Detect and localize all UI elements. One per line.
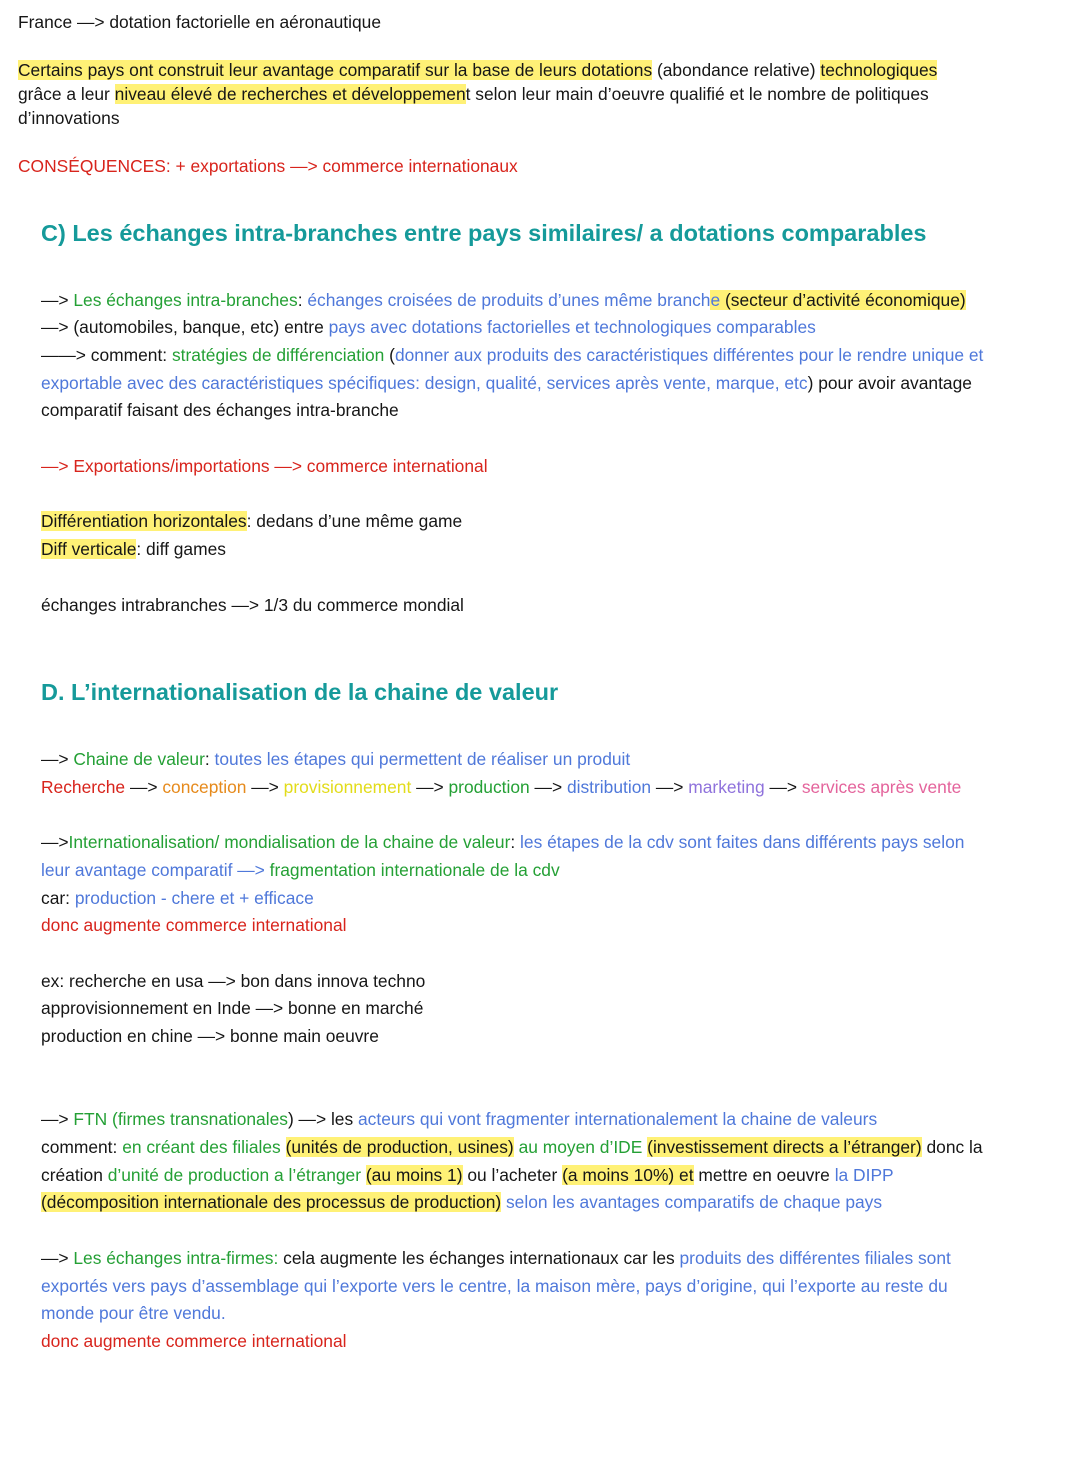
text-segment: provisionnement xyxy=(283,777,412,797)
text-segment: ) pour avoir avantage xyxy=(807,373,972,393)
text-segment: FTN (firmes transnationales xyxy=(73,1109,288,1129)
text-segment: —> xyxy=(246,777,284,797)
highlighted-text: Certains pays ont construit leur avantage comparatif sur la base de leurs dotations xyxy=(18,60,653,80)
text-segment: approvisionnement en Inde —> bonne en marché xyxy=(41,998,424,1018)
text-segment: —> xyxy=(41,1109,74,1129)
text-line xyxy=(41,996,423,1020)
text-segment: donc augmente commerce international xyxy=(41,1331,347,1351)
text-line xyxy=(41,343,983,367)
text-segment: ——> comment: xyxy=(41,345,172,365)
text-line xyxy=(18,106,120,130)
text-segment: échanges croisées de produits d’unes même branch xyxy=(307,290,711,310)
text-segment: grâce a leur xyxy=(18,84,115,104)
text-segment: au moyen d’IDE xyxy=(518,1137,643,1157)
text-segment: —> xyxy=(125,777,163,797)
text-segment xyxy=(281,1137,286,1157)
text-line xyxy=(41,1246,951,1270)
text-line xyxy=(41,775,961,799)
section-heading xyxy=(41,218,926,248)
text-line xyxy=(18,154,518,178)
text-segment: —> xyxy=(764,777,802,797)
text-line xyxy=(41,315,816,339)
text-line xyxy=(18,58,937,82)
text-segment: : xyxy=(510,832,521,852)
text-segment: comment: xyxy=(41,1137,123,1157)
text-line xyxy=(41,371,972,395)
text-segment: —> xyxy=(529,777,567,797)
text-segment: —> xyxy=(411,777,449,797)
text-segment: d’unité de production a l’étranger xyxy=(107,1165,362,1185)
text-line xyxy=(41,509,462,533)
text-segment: D. L’internationalisation de la chaine de valeur xyxy=(41,679,559,705)
text-line xyxy=(41,1274,948,1298)
text-segment: donner aux produits des caractéristiques différentes pour le rendre unique et xyxy=(394,345,984,365)
text-line xyxy=(41,913,346,937)
text-segment: Les échanges intra-branches xyxy=(73,290,298,310)
text-line xyxy=(41,1024,379,1048)
text-segment: leur avantage comparatif —> xyxy=(41,860,270,880)
text-segment: —> xyxy=(651,777,689,797)
text-segment: ou l’acheter xyxy=(462,1165,563,1185)
text-segment: échanges intrabranches —> 1/3 du commerce mondial xyxy=(41,595,464,615)
highlighted-text: (investissement directs a l’étranger) xyxy=(647,1137,922,1157)
text-line xyxy=(41,593,464,617)
text-line xyxy=(41,454,488,478)
text-line xyxy=(41,747,630,771)
highlighted-text: Différentiation horizontales xyxy=(41,511,247,531)
text-segment: car: xyxy=(41,888,75,908)
highlighted-text: (unités de production, usines) xyxy=(285,1137,514,1157)
text-line xyxy=(18,10,381,34)
text-segment: production en chine —> bonne main oeuvre xyxy=(41,1026,379,1046)
highlighted-text: (décomposition internationale des processus de production) xyxy=(41,1192,502,1212)
text-segment: France —> dotation factorielle en aéronautique xyxy=(18,12,382,32)
text-segment: création xyxy=(41,1165,108,1185)
text-segment: production xyxy=(448,777,530,797)
text-segment: : xyxy=(297,290,308,310)
text-line xyxy=(41,288,966,312)
highlighted-text: (a moins 10%) et xyxy=(562,1165,694,1185)
text-segment: donc augmente commerce international xyxy=(41,915,347,935)
text-line xyxy=(41,537,226,561)
text-line xyxy=(41,1163,894,1187)
text-segment: : dedans d’une même game xyxy=(246,511,463,531)
text-segment: Recherche xyxy=(41,777,126,797)
text-line xyxy=(41,398,399,422)
text-segment: conception xyxy=(162,777,247,797)
highlighted-text: e xyxy=(710,290,721,310)
text-line xyxy=(41,858,560,882)
text-segment: (abondance relative) xyxy=(652,60,821,80)
text-segment: toutes les étapes qui permettent de réaliser un produit xyxy=(214,749,631,769)
highlighted-text: (au moins 1) xyxy=(365,1165,463,1185)
text-segment: donc la xyxy=(921,1137,983,1157)
text-segment: en créant des filiales xyxy=(122,1137,281,1157)
text-segment: services après vente xyxy=(801,777,962,797)
text-segment: mettre en oeuvre xyxy=(693,1165,835,1185)
text-segment: distribution xyxy=(566,777,652,797)
text-segment: Internationalisation/ mondialisation de la chaine de valeur xyxy=(68,832,511,852)
text-segment: selon les avantages comparatifs de chaque pays xyxy=(501,1192,883,1212)
text-line xyxy=(41,886,314,910)
highlighted-text: niveau élevé de recherches et développemen xyxy=(114,84,466,104)
highlighted-text: Diff verticale xyxy=(41,539,137,559)
highlighted-text: technologiques xyxy=(820,60,938,80)
text-segment: produits des différentes filiales sont xyxy=(679,1248,951,1268)
text-segment: Chaine de valeur xyxy=(73,749,205,769)
text-segment: monde pour être vendu. xyxy=(41,1303,226,1323)
text-segment: production - chere et + efficace xyxy=(74,888,314,908)
text-line xyxy=(41,1329,346,1353)
section-heading xyxy=(41,677,558,707)
text-line xyxy=(41,1301,226,1325)
text-segment: C) Les échanges intra-branches entre pays similaires/ a dotations comparables xyxy=(41,220,927,246)
text-segment: CONSÉQUENCES: + exportations —> commerce internationaux xyxy=(18,156,518,176)
text-segment: —> xyxy=(41,749,74,769)
text-segment: acteurs qui vont fragmenter internationalement la chaine de valeurs xyxy=(358,1109,878,1129)
text-segment: —> xyxy=(41,1248,74,1268)
text-segment: les étapes de la cdv sont faites dans différents pays selon xyxy=(520,832,965,852)
text-segment: : xyxy=(204,749,215,769)
text-segment: comparatif faisant des échanges intra-branche xyxy=(41,400,399,420)
text-segment: Les échanges intra-firmes: xyxy=(73,1248,279,1268)
text-line xyxy=(41,1107,877,1131)
text-segment: —> (automobiles, banque, etc) entre xyxy=(41,317,329,337)
text-line xyxy=(41,1190,882,1214)
text-segment: —> Exportations/importations —> commerce international xyxy=(41,456,488,476)
text-segment: ex: recherche en usa —> bon dans innova techno xyxy=(41,971,426,991)
text-segment: pays avec dotations factorielles et technologiques comparables xyxy=(328,317,816,337)
text-segment: —> xyxy=(41,832,69,852)
text-line xyxy=(41,830,964,854)
text-segment: exportés vers pays d’assemblage qui l’exporte vers le centre, la maison mère, pays d’origine, qui l’exporte au reste du xyxy=(41,1276,948,1296)
text-segment: fragmentation internationale de la cdv xyxy=(269,860,560,880)
text-segment: : diff games xyxy=(136,539,226,559)
text-line xyxy=(18,82,929,106)
text-segment: stratégies de différenciation xyxy=(171,345,385,365)
text-segment: cela augmente les échanges internationaux car les xyxy=(278,1248,680,1268)
text-segment: marketing xyxy=(688,777,765,797)
highlighted-text: (secteur d’activité économique) xyxy=(720,290,966,310)
text-segment: ) —> les xyxy=(287,1109,359,1129)
text-line xyxy=(41,969,425,993)
text-segment: exportable avec des caractéristiques spécifiques: design, qualité, services après vente, marque, etc xyxy=(41,373,808,393)
text-segment: d’innovations xyxy=(18,108,120,128)
text-segment: —> xyxy=(41,290,74,310)
text-segment: t selon leur main d’oeuvre qualifié et le nombre de politiques xyxy=(465,84,929,104)
text-segment: la DIPP xyxy=(834,1165,894,1185)
text-line xyxy=(41,1135,983,1159)
text-segment: ( xyxy=(384,345,395,365)
